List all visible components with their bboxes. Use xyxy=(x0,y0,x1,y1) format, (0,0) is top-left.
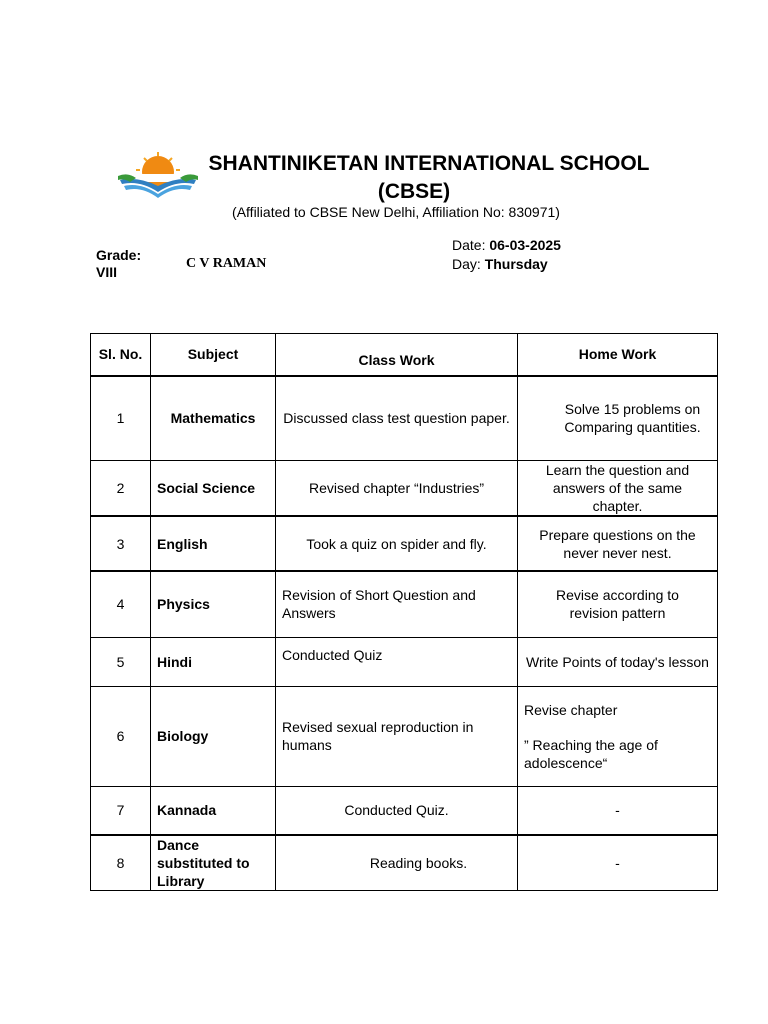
homework-table xyxy=(90,333,718,891)
row-homework: - xyxy=(518,835,718,891)
date-line xyxy=(452,237,561,253)
row-subject: Biology xyxy=(151,686,276,786)
day-value: Thursday xyxy=(484,256,548,272)
date-label: Date: xyxy=(452,237,490,253)
row-homework: Write Points of today's lesson xyxy=(518,637,718,686)
row-subject: Physics xyxy=(151,571,276,637)
row-homework xyxy=(518,686,718,786)
row-subject: Social Science xyxy=(151,461,276,517)
row-subject: Mathematics xyxy=(151,376,276,461)
header-subject: Subject xyxy=(151,334,276,376)
house-name: C V RAMAN xyxy=(186,256,267,271)
row-classwork: Took a quiz on spider and fly. xyxy=(276,516,518,571)
grade-label: Grade: xyxy=(96,247,142,263)
table-row xyxy=(91,516,718,571)
table-row xyxy=(91,571,718,637)
school-name-line2: (CBSE) xyxy=(377,180,451,203)
table-header-row xyxy=(91,334,718,376)
header-homework: Home Work xyxy=(518,334,718,376)
table-row xyxy=(91,786,718,835)
row-homework: Revise according to revision pattern xyxy=(518,571,718,637)
header-classwork: Class Work xyxy=(276,334,518,376)
table-row xyxy=(91,461,718,517)
row-sl: 8 xyxy=(91,835,151,891)
row-classwork: Conducted Quiz xyxy=(276,637,518,686)
row-subject: Dance substituted to Library xyxy=(151,835,276,891)
row-homework: Prepare questions on the never never nest. xyxy=(518,516,718,571)
homework-line1: Revise chapter xyxy=(524,701,618,718)
row-classwork: Conducted Quiz. xyxy=(276,786,518,835)
row-homework: Solve 15 problems on Comparing quantities. xyxy=(518,376,718,461)
row-sl: 7 xyxy=(91,786,151,835)
row-sl: 2 xyxy=(91,461,151,517)
row-subject: Kannada xyxy=(151,786,276,835)
date-value: 06-03-2025 xyxy=(489,237,561,253)
row-homework: Learn the question and answers of the same chapter. xyxy=(518,461,718,517)
table-row xyxy=(91,835,718,891)
table-row xyxy=(91,686,718,786)
affiliation-text: (Affiliated to CBSE New Delhi, Affiliation No: 830971) xyxy=(232,204,560,220)
row-subject: English xyxy=(151,516,276,571)
day-line xyxy=(452,256,548,272)
school-name-line1: SHANTINIKETAN INTERNATIONAL SCHOOL xyxy=(208,152,650,175)
homework-line2: ” Reaching the age of adolescence“ xyxy=(524,736,658,771)
row-classwork: Discussed class test question paper. xyxy=(276,376,518,461)
day-label: Day: xyxy=(452,256,485,272)
row-classwork: Reading books. xyxy=(276,835,518,891)
row-sl: 1 xyxy=(91,376,151,461)
row-sl: 4 xyxy=(91,571,151,637)
row-subject: Hindi xyxy=(151,637,276,686)
row-homework: - xyxy=(518,786,718,835)
school-name xyxy=(186,150,672,206)
row-sl: 6 xyxy=(91,686,151,786)
table-row xyxy=(91,637,718,686)
row-sl: 3 xyxy=(91,516,151,571)
row-classwork: Revised sexual reproduction in humans xyxy=(276,686,518,786)
table-row xyxy=(91,376,718,461)
header-sl: Sl. No. xyxy=(91,334,151,376)
row-classwork: Revised chapter “Industries” xyxy=(276,461,518,517)
row-sl: 5 xyxy=(91,637,151,686)
grade-value: VIII xyxy=(96,264,118,280)
row-classwork: Revision of Short Question and Answers xyxy=(276,571,518,637)
